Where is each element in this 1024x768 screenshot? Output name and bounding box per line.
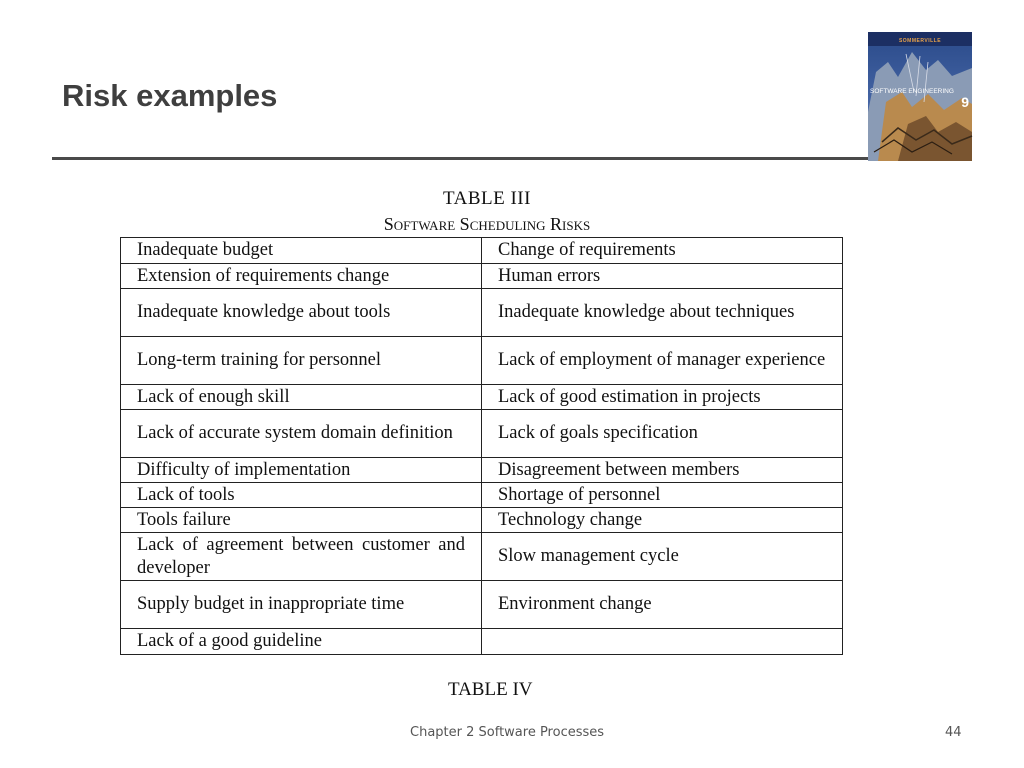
table-cell: Human errors — [482, 264, 843, 289]
table-cell: Extension of requirements change — [121, 264, 482, 289]
next-table-caption-cut — [448, 679, 533, 700]
slide-title: Risk examples — [62, 78, 278, 113]
table-cell: Tools failure — [121, 508, 482, 533]
table-row — [121, 458, 843, 483]
table-row — [121, 238, 843, 264]
table-cell: Lack of agreement between customer and developer — [121, 533, 482, 581]
table-cell: Lack of goals specification — [482, 410, 843, 458]
table-cell: Change of requirements — [482, 238, 843, 264]
table-row — [121, 533, 843, 581]
table-cell: Lack of tools — [121, 483, 482, 508]
table-cell: Lack of enough skill — [121, 385, 482, 410]
table-cell: Slow management cycle — [482, 533, 843, 581]
table-cell: Supply budget in inappropriate time — [121, 581, 482, 629]
next-table-caption-text: TABLE IV — [448, 679, 533, 700]
table-cell: Inadequate knowledge about techniques — [482, 289, 843, 337]
table-caption-number: TABLE III — [443, 188, 531, 209]
table-cell: Inadequate knowledge about tools — [121, 289, 482, 337]
table-row — [121, 385, 843, 410]
table-cell: Lack of accurate system domain definition — [121, 410, 482, 458]
table-cell: Lack of a good guideline — [121, 629, 482, 655]
table-cell — [482, 629, 843, 655]
table-cell: Technology change — [482, 508, 843, 533]
table-cell: Difficulty of implementation — [121, 458, 482, 483]
book-publisher: SOMMERVILLE — [898, 38, 942, 44]
table-cell: Lack of employment of manager experience — [482, 337, 843, 385]
table-row — [121, 629, 843, 655]
risk-table — [120, 237, 843, 655]
book-title: SOFTWARE ENGINEERING — [870, 88, 954, 95]
page-number: 44 — [945, 725, 962, 740]
book-edition: 9 — [961, 94, 969, 110]
table-row — [121, 483, 843, 508]
book-cover-image — [868, 32, 972, 161]
table-row — [121, 264, 843, 289]
table-cell: Inadequate budget — [121, 238, 482, 264]
table-cell: Environment change — [482, 581, 843, 629]
footer-chapter: Chapter 2 Software Processes — [410, 725, 605, 740]
table-cell: Shortage of personnel — [482, 483, 843, 508]
table-row — [121, 337, 843, 385]
table-row — [121, 410, 843, 458]
table-row — [121, 289, 843, 337]
table-row — [121, 581, 843, 629]
table-cell: Lack of good estimation in projects — [482, 385, 843, 410]
title-divider — [52, 157, 870, 160]
table-cell: Long-term training for personnel — [121, 337, 482, 385]
table-cell: Disagreement between members — [482, 458, 843, 483]
table-row — [121, 508, 843, 533]
table-caption-title: Software Scheduling Risks — [383, 214, 591, 234]
book-cover-art — [868, 32, 972, 161]
